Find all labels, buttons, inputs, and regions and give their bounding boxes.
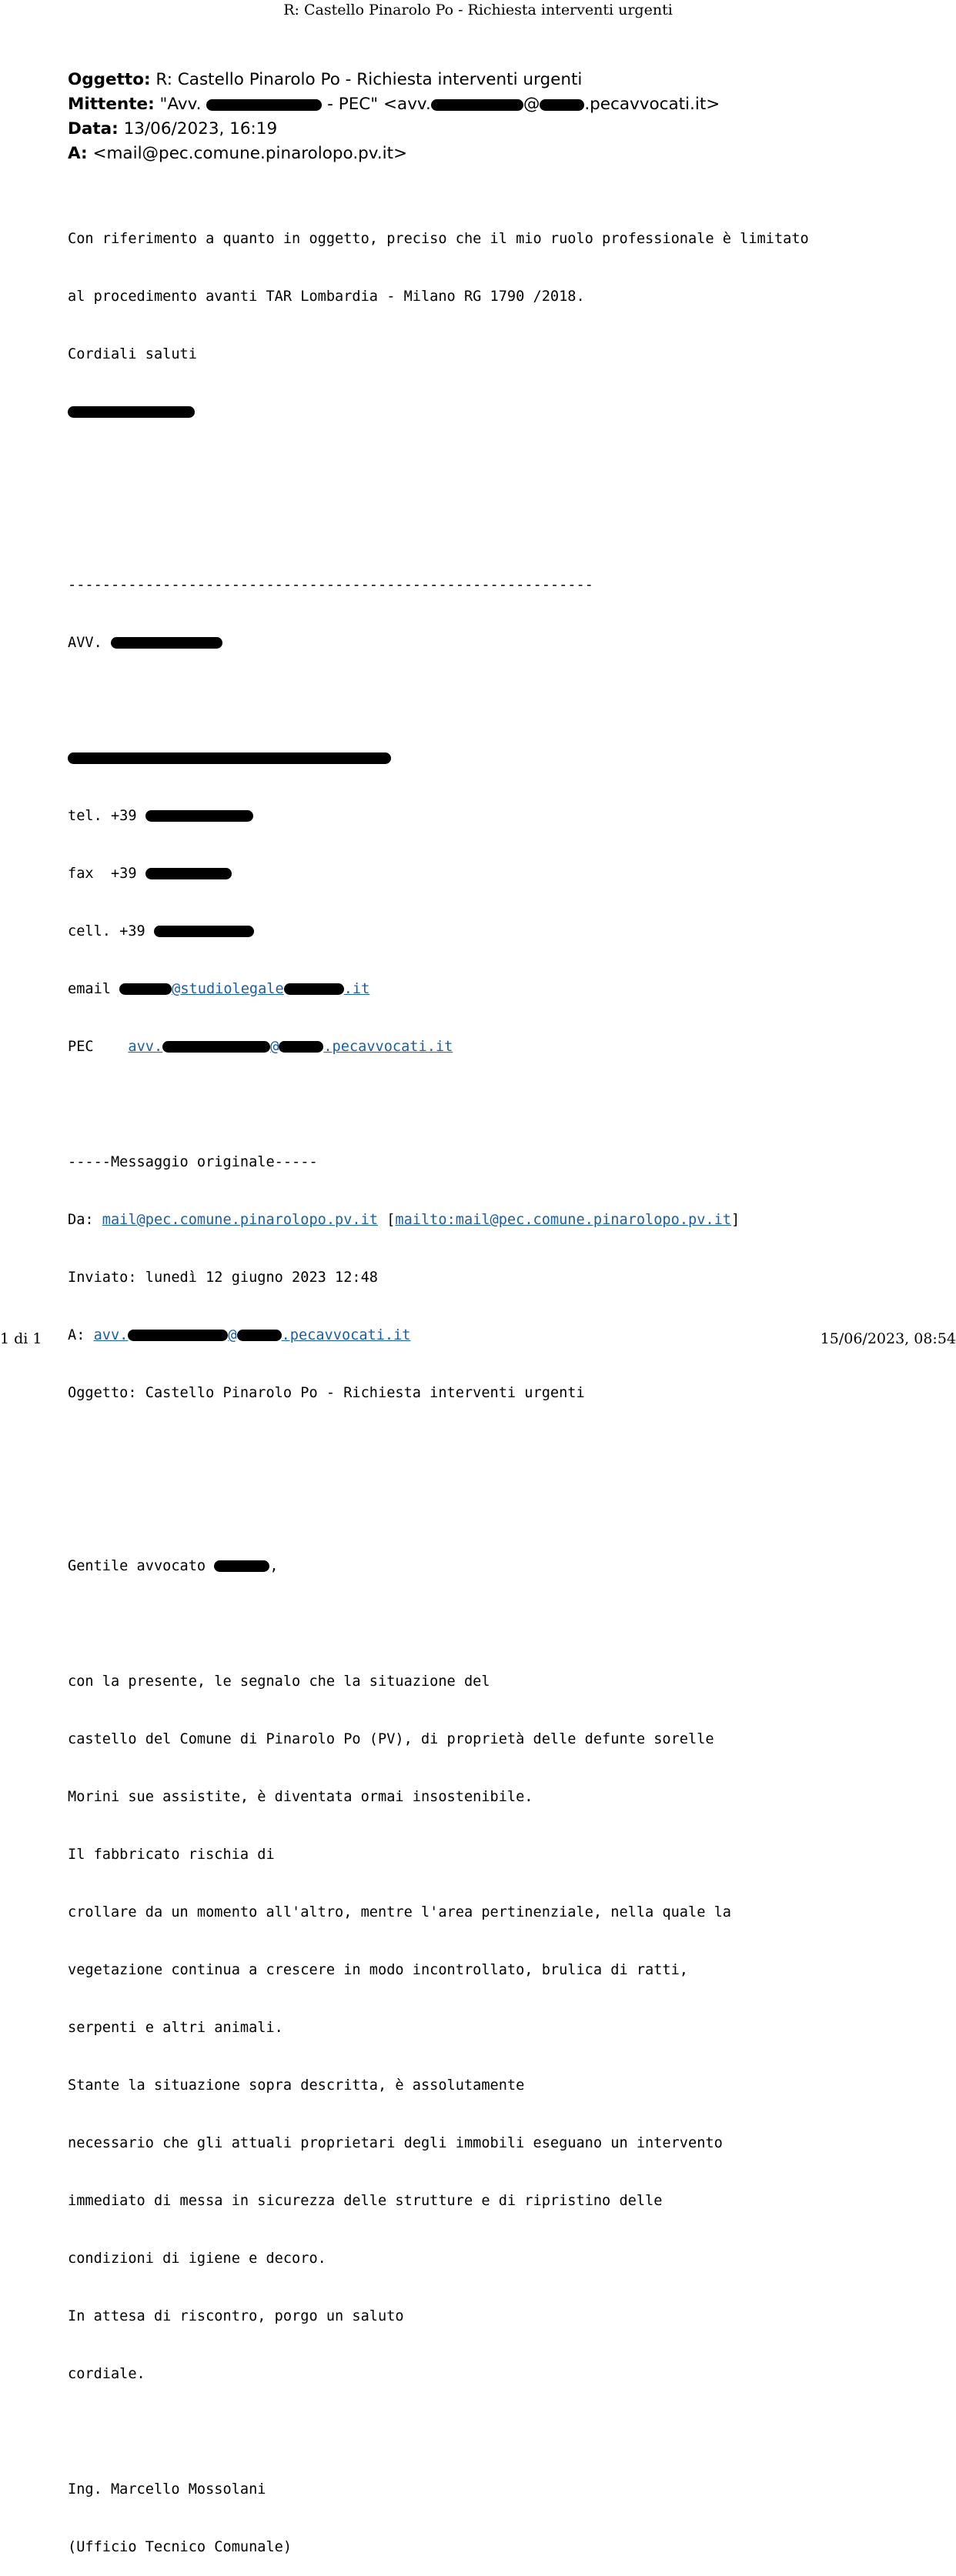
salutation-text: Gentile avvocato (68, 1558, 215, 1574)
redacted-pec-user (162, 1041, 270, 1053)
original-subject-line: Oggetto: Castello Pinarolo Po - Richiesta interventi urgenti (68, 1385, 585, 1401)
sender-value-start: "Avv. (154, 95, 207, 114)
original-body-line: crollare da un momento all'altro, mentre l'area pertinenziale, nella quale la (68, 1904, 731, 1920)
email-link-domain: @studiolegale (172, 981, 284, 997)
sender-row (68, 92, 720, 117)
redacted-sender-name (206, 99, 322, 111)
email-headers (68, 68, 720, 166)
redacted-pec-domain (279, 1041, 323, 1053)
original-body-line: Morini sue assistite, è diventata ormai insostenibile. (68, 1789, 533, 1805)
sender-label: Mittente: (68, 95, 155, 114)
tel-label: tel. +39 (68, 808, 145, 824)
signature-name-prefix: AVV. (68, 635, 111, 651)
redacted-email-domain (284, 983, 344, 995)
original-body-line: castello del Comune di Pinarolo Po (PV), di proprietà delle defunte sorelle (68, 1731, 714, 1747)
pec-link-at: @ (270, 1039, 279, 1055)
bracket-open: [ (378, 1212, 396, 1228)
subject-row (68, 68, 720, 92)
redacted-email-user (119, 983, 172, 995)
original-body-line: con la presente, le segnalo che la situazione del (68, 1673, 490, 1690)
original-to-end: .pecavvocati.it (281, 1327, 411, 1343)
redacted-tel (145, 810, 253, 822)
redacted-to-domain (237, 1330, 282, 1341)
original-body-line: serpenti e altri animali. (68, 2020, 283, 2036)
date-label: Data: (68, 119, 119, 138)
subject-label: Oggetto: (68, 70, 151, 89)
salutation-line (68, 1557, 809, 1576)
signature-cell-line (68, 922, 809, 941)
to-row (68, 142, 720, 166)
redacted-to-user (128, 1330, 228, 1341)
original-message-header: -----Messaggio originale----- (68, 1154, 318, 1170)
original-body-line: In attesa di riscontro, porgo un saluto (68, 2308, 404, 2324)
signer-name: Ing. Marcello Mossolani (68, 2481, 266, 2498)
sender-value-end: .pecavvocati.it> (584, 95, 720, 114)
sender-at: @ (523, 95, 540, 114)
reply-line: al procedimento avanti TAR Lombardia - Milano RG 1790 /2018. (68, 289, 585, 305)
original-body-line: vegetazione continua a crescere in modo incontrollato, brulica di ratti, (68, 1962, 688, 1978)
page-counter: 1 di 1 (0, 1330, 42, 1347)
redacted-lawyer-name (111, 637, 222, 649)
redacted-cell (154, 926, 254, 937)
original-sent-line: Inviato: lunedì 12 giugno 2023 12:48 (68, 1270, 378, 1286)
original-body-line: Stante la situazione sopra descritta, è assolutamente (68, 2077, 525, 2094)
fax-label: fax +39 (68, 866, 145, 882)
print-timestamp: 15/06/2023, 08:54 (820, 1330, 956, 1347)
pec-link-start: avv. (128, 1039, 163, 1055)
original-body-line: condizioni di igiene e decoro. (68, 2251, 326, 2267)
redacted-fax (145, 868, 232, 879)
sender-value-mid: - PEC" <avv. (322, 95, 431, 114)
date-row (68, 117, 720, 142)
original-body-line: necessario che gli attuali proprietari degli immobili eseguano un intervento (68, 2135, 723, 2151)
redacted-sender-user (431, 99, 523, 111)
signature-separator: ------------------------------------------------------------- (68, 577, 593, 593)
original-to-start: avv. (93, 1327, 129, 1343)
subject-value: R: Castello Pinarolo Po - Richiesta interventi urgenti (150, 70, 583, 89)
to-value: <mail@pec.comune.pinarolopo.pv.it> (87, 144, 408, 163)
original-from-label: Da: (68, 1212, 102, 1228)
reply-greeting: Cordiali saluti (68, 346, 197, 362)
date-value: 13/06/2023, 16:19 (118, 119, 278, 138)
email-label: email (68, 981, 120, 997)
original-mailto-link[interactable]: mailto:mail@pec.comune.pinarolopo.pv.it (395, 1212, 731, 1228)
redacted-sender-domain (540, 99, 584, 111)
original-to-line (68, 1326, 809, 1345)
signature-name-line (68, 633, 809, 652)
print-header-title: R: Castello Pinarolo Po - Richiesta interventi urgenti (283, 2, 673, 18)
original-from-link[interactable]: mail@pec.comune.pinarolopo.pv.it (102, 1212, 379, 1228)
original-to-label: A: (68, 1327, 94, 1343)
bracket-close: ] (731, 1212, 740, 1228)
email-link-end: .it (343, 981, 370, 997)
original-body-line: cordiale. (68, 2366, 145, 2382)
signature-tel-line (68, 806, 809, 826)
signature-pec-line (68, 1037, 809, 1056)
redacted-lawyer-surname (214, 1560, 269, 1572)
redacted-signer-name (68, 406, 195, 418)
email-link[interactable] (119, 981, 369, 997)
pec-link[interactable] (128, 1039, 453, 1055)
signature-email-line (68, 979, 809, 999)
cell-label: cell. +39 (68, 923, 154, 939)
to-label: A: (68, 144, 88, 163)
original-from-line (68, 1210, 809, 1230)
email-body (68, 191, 809, 2576)
original-body-line: immediato di messa in sicurezza delle strutture e di ripristino delle (68, 2193, 663, 2209)
pec-link-end: .pecavvocati.it (323, 1039, 453, 1055)
signer-office: (Ufficio Tecnico Comunale) (68, 2539, 292, 2555)
redacted-signer-line (68, 402, 809, 422)
original-to-at: @ (228, 1327, 237, 1343)
salutation-comma: , (269, 1558, 279, 1574)
reply-line: Con riferimento a quanto in oggetto, preciso che il mio ruolo professionale è limitato (68, 231, 809, 247)
original-to-link[interactable] (94, 1327, 411, 1343)
pec-label: PEC (68, 1039, 129, 1055)
signature-address-line (68, 749, 809, 768)
redacted-address (68, 752, 391, 764)
original-body-line: Il fabbricato rischia di (68, 1847, 275, 1863)
signature-fax-line (68, 864, 809, 883)
